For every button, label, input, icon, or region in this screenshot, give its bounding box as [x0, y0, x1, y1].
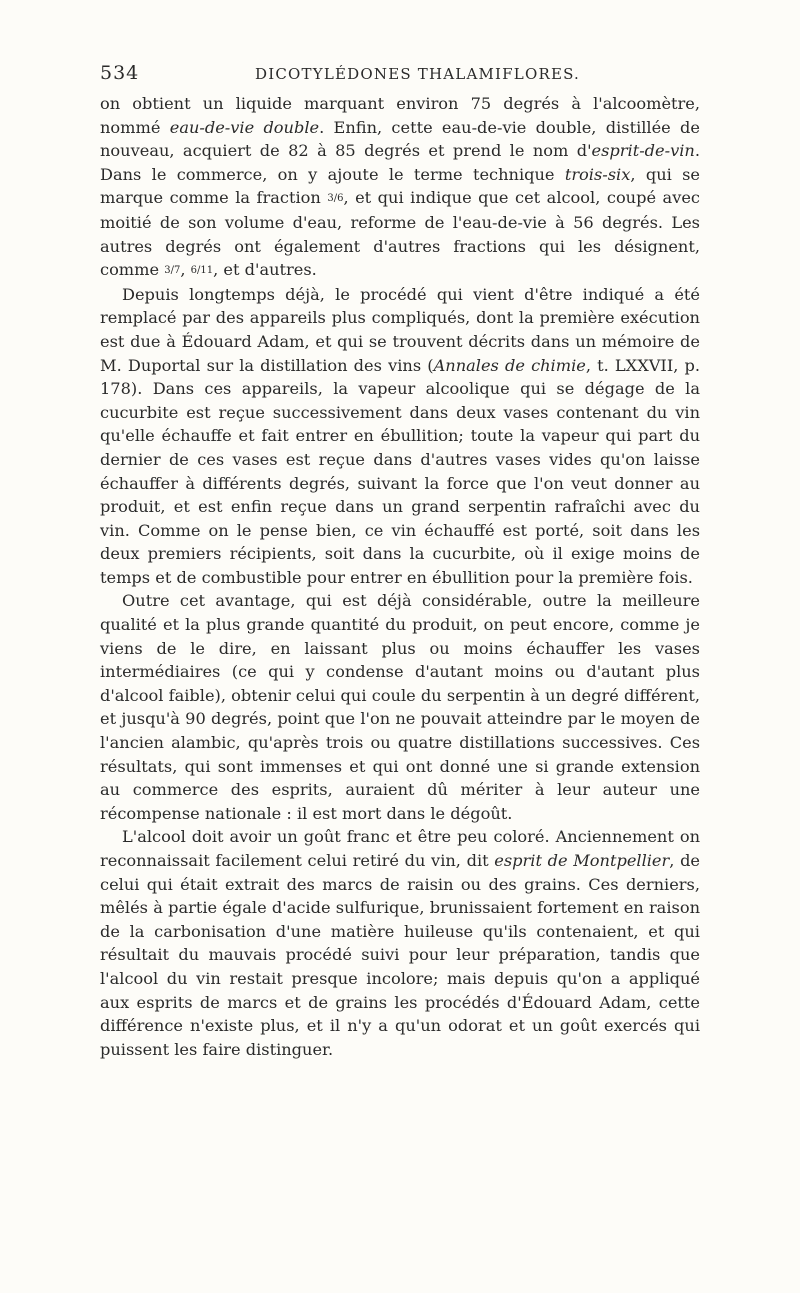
fraction-3-6: 3/6 [327, 193, 344, 205]
fraction-6-11: 6/11 [190, 265, 214, 277]
paragraph-4: L'alcool doit avoir un goût franc et être peu coloré. Anciennement on reconnaissait facilement celui retiré du vin, dit esprit de Montpellier, de celui qui était extrait des marcs de raisin ou des grains. Ces derniers, mêlés à partie égale d'acide sulfurique, brunissaient fortement en raison de la carbonisation d'une matière huileuse qu'ils contenaient, et qui résultait du mauvais procédé suivi pour leur préparation, tandis que l'alcool du vin restait presque incolore; mais depuis qu'on a appliqué aux esprits de marcs et de grains les procédés d'Édouard Adam, cette différence n'existe plus, et il n'y a qu'un odorat et un goût exercés qui puissent les faire distinguer. [100, 827, 701, 1059]
page-body [100, 92, 700, 1061]
citation-annales-de-chimie: Annales de chimie [433, 355, 586, 375]
term-eau-de-vie-double: eau-de-vie double [169, 117, 320, 137]
term-trois-six: trois-six [564, 164, 631, 184]
running-header [100, 62, 700, 90]
page-number: 534 [100, 62, 140, 84]
paragraph-2: Depuis longtemps déjà, le procédé qui vient d'être indiqué a été remplacé par des appareils plus compliqués, dont la première exécution est due à Édouard Adam, et qui se trouvent décrits dans un mémoire de M. Duportal sur la distillation des vins (Annales de chimie, t. LXXVII, p. 178). Dans ces appareils, la vapeur alcoolique qui se dégage de la cucurbite est reçue successivement dans deux vases contenant du vin qu'elle échauffe et fait entrer en ébullition; toute la vapeur qui part du dernier de ces vases est reçue dans d'autres vases vides qu'on laisse échauffer à différents degrés, suivant la force que l'on veut donner au produit, et est enfin reçue dans un grand serpentin rafraîchi avec du vin. Comme on le pense bien, ce vin échauffé est porté, soit dans les deux premiers récipients, soit dans la cucurbite, où il exige moins de temps et de combustible pour entrer en ébullition pour la première fois. [100, 284, 701, 587]
paragraph-3: Outre cet avantage, qui est déjà considérable, outre la meilleure qualité et la plus grande quantité du produit, on peut encore, comme je viens de le dire, en laissant plus ou moins échauffer les vases intermédiaires (ce qui y condense d'autant moins ou d'autant plus d'alcool faible), obtenir celui qui coule du serpentin à un degré différent, et jusqu'à 90 degrés, point que l'on ne pouvait atteindre par le moyen de l'ancien alambic, qu'après trois ou quatre distillations successives. Ces résultats, qui sont immenses et qui ont donné une si grande extension au commerce des esprits, auraient dû mériter à leur auteur une récompense nationale : il est mort dans le dégoût. [100, 591, 700, 823]
paragraph-1: on obtient un liquide marquant environ 75 degrés à l'alcoomètre, nommé eau-de-vie double. Enfin, cette eau-de-vie double, distillée de nouveau, acquiert de 82 à 85 degrés et prend le nom d'esprit-de-vin. Dans le commerce, on y ajoute le terme technique trois-six, qui se marque comme la fraction 3/6, et qui indique que cet alcool, coupé avec moitié de son volume d'eau, reforme de l'eau-de-vie à 56 degrés. Les autres degrés ont également d'autres fractions qui les désignent, comme 3/7, 6/11, et d'autres. [100, 94, 700, 280]
term-esprit-de-vin: esprit-de-vin [591, 141, 695, 161]
fraction-3-7: 3/7 [164, 265, 181, 277]
running-head-title: DICOTYLÉDONES THALAMIFLORES. [255, 65, 581, 83]
term-esprit-de-montpellier: esprit de Montpellier [494, 851, 670, 870]
